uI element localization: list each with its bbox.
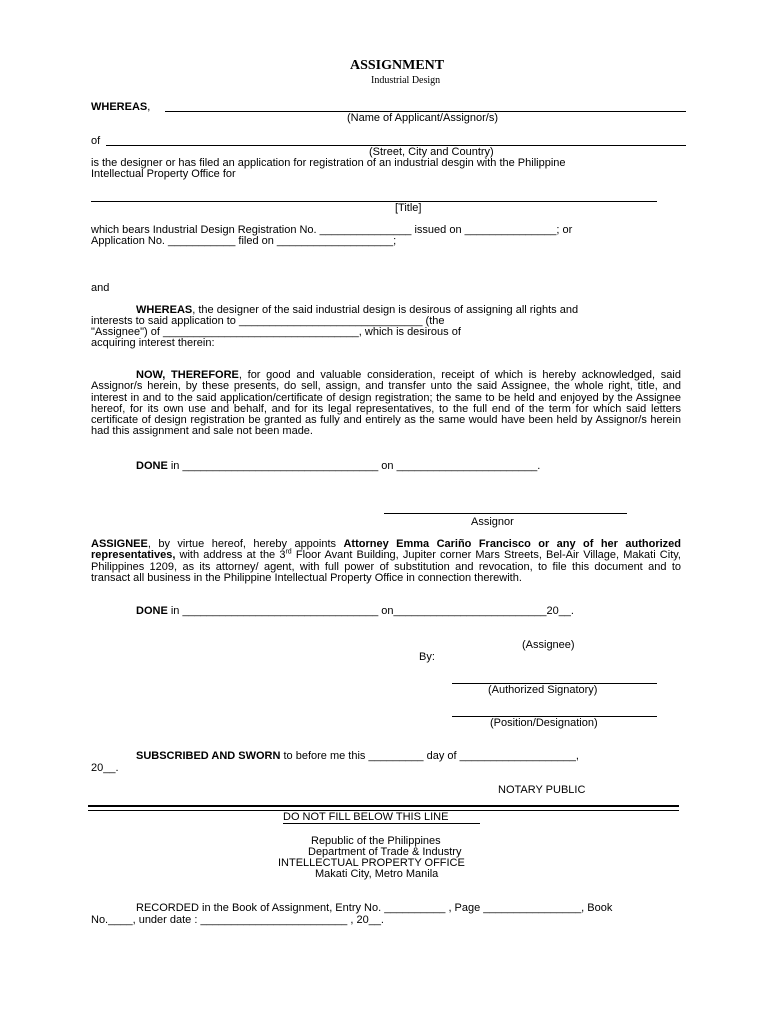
applicant-caption: (Name of Applicant/Assignor/s)	[347, 112, 499, 124]
do-not-fill-underline	[283, 823, 480, 824]
whereas2-line3: "Assignee") of ________________________________, which is desirous of	[91, 326, 461, 338]
designer-text-1: is the designer or has filed an application for registration of an industrial desgin with the Philippine	[91, 157, 566, 169]
by-label: By:	[419, 651, 435, 663]
office-line-4: Makati City, Metro Manila	[315, 868, 439, 880]
office-line-1: Republic of the Philippines	[311, 835, 441, 847]
recorded-line-2: No.____, under date : ________________________ , 20__.	[91, 914, 384, 926]
whereas2-line4: acquiring interest therein:	[91, 337, 215, 349]
now-therefore-paragraph: NOW, THEREFORE, for good and valuable consideration, receipt of which is hereby acknowledged, said Assignor/s herein, by these presents, do sell, assign, and transfer unto the said Assignee, the whole right, title, and interest in and to the said application/certificate of design registration; the same to be held and enjoyed by the Assignee hereof, for its own use and behalf, and for its legal representatives, to the full end of the term for which said letters certificate of design registration be granted as fully and entirely as the same would have been held by Assignor/s herein had this assignment and sale not been made.	[91, 369, 681, 438]
authorized-signatory-caption: (Authorized Signatory)	[488, 684, 598, 696]
position-caption: (Position/Designation)	[490, 717, 598, 729]
whereas2-line2: interests to said application to ______________________________ (the	[91, 315, 445, 327]
and-label: and	[91, 282, 110, 294]
address-caption: (Street, City and Country)	[369, 146, 494, 158]
notary-public-label: NOTARY PUBLIC	[498, 784, 586, 796]
title-caption: [Title]	[395, 202, 422, 214]
whereas-label: WHEREAS,	[91, 101, 151, 113]
whereas2-line1: WHEREAS, the designer of the said industrial design is desirous of assigning all rights and	[136, 304, 579, 316]
assignor-signature-line[interactable]	[384, 513, 627, 514]
assignee-paragraph: ASSIGNEE, by virtue hereof, hereby appoints Attorney Emma Cariño Francisco or any of her authorized representatives, with address at the 3rd Floor Avant Building, Jupiter corner Mars Streets, Bel-Air Village, Makati City, Philippines 1209, as its attorney/ agent, with full power of substitution and revocation, to file this document and to transact all business in the Philippine Intellectual Property Office in connection therewith.	[91, 538, 681, 584]
recorded-line-1: RECORDED in the Book of Assignment, Entry No. __________ , Page ________________, Book	[136, 902, 613, 914]
subscribed-line: SUBSCRIBED AND SWORN to before me this _________ day of ___________________,	[136, 750, 579, 762]
do-not-fill-label: DO NOT FILL BELOW THIS LINE	[283, 811, 449, 823]
registration-line-2: Application No. ___________ filed on ___________________;	[91, 235, 397, 247]
assignee-caption: (Assignee)	[522, 639, 575, 651]
of-label: of	[91, 135, 101, 147]
title-line[interactable]	[91, 201, 657, 202]
office-line-2: Department of Trade & Industry	[308, 846, 462, 858]
registration-line-1: which bears Industrial Design Registration No. _______________ issued on _______________; or	[91, 224, 573, 236]
document-subtitle: Industrial Design	[371, 75, 441, 86]
office-line-3: INTELLECTUAL PROPERTY OFFICE	[278, 857, 465, 869]
assignor-caption: Assignor	[471, 516, 514, 528]
subscribed-year: 20__.	[91, 762, 119, 774]
done-line-2: DONE in ________________________________ on_________________________20__.	[136, 605, 574, 617]
designer-text-2: Intellectual Property Office for	[91, 168, 236, 180]
document-title: ASSIGNMENT	[350, 58, 445, 73]
done-line-1: DONE in ________________________________ on _______________________.	[136, 460, 541, 472]
